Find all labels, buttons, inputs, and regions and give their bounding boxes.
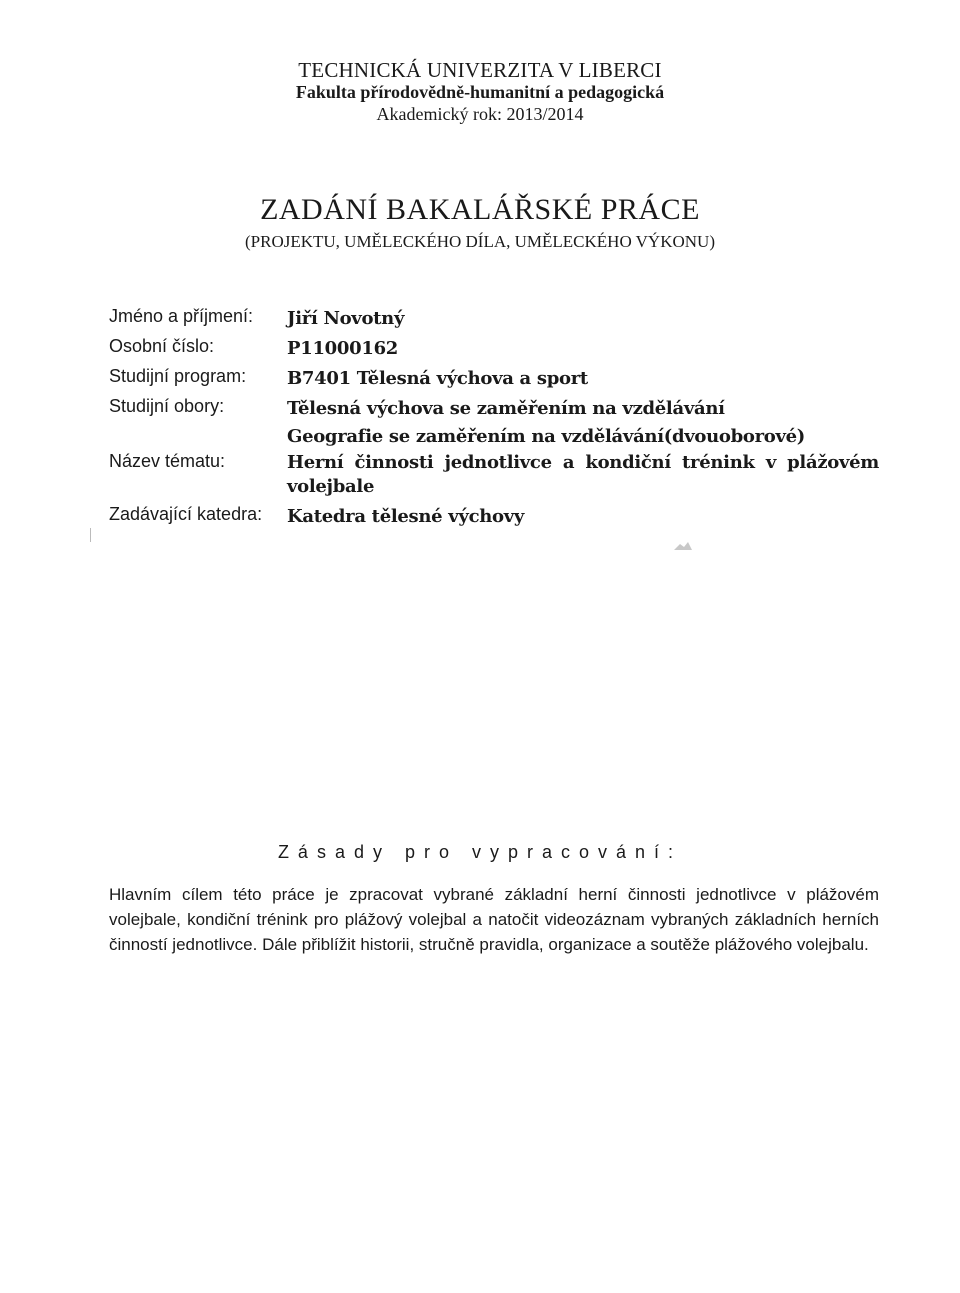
document-title: ZADÁNÍ BAKALÁŘSKÉ PRÁCE xyxy=(260,193,700,226)
field-label: Název tématu: xyxy=(109,451,226,471)
field-value: B7401 Tělesná výchova a sport xyxy=(287,368,588,389)
field-label: Zadávající katedra: xyxy=(109,504,263,524)
field-value-1: Tělesná výchova se zaměřením na vzdělávání xyxy=(287,398,725,419)
field-label: Osobní číslo: xyxy=(109,336,215,356)
principles-text: Hlavním cílem této práce je zpracovat vybrané základní herní činnosti jednotlivce v plážovém volejbale, kondiční trénink pro plážový volejbal a natočit videozáznam vybraných základních herních činností jednotlivce. Dále přiblížit historii, stručně pravidla, organizace a soutěže plážového volejbalu. xyxy=(109,885,879,954)
field-value: Jiří Novotný xyxy=(287,308,405,329)
scan-smudge xyxy=(672,540,694,552)
university-name: TECHNICKÁ UNIVERZITA V LIBERCI xyxy=(298,58,662,82)
field-label: Studijní obory: xyxy=(109,396,225,416)
field-value: Herní činnosti jednotlivce a kondiční trénink v plážovém volejbale xyxy=(287,452,879,497)
scan-speck xyxy=(90,528,91,542)
field-value-2: Geografie se zaměřením na vzdělávání(dvouoborové) xyxy=(287,426,806,447)
field-label: Jméno a příjmení: xyxy=(109,306,254,326)
field-label: Studijní program: xyxy=(109,366,247,386)
document-subtitle: (PROJEKTU, UMĚLECKÉHO DÍLA, UMĚLECKÉHO VÝKONU) xyxy=(245,232,715,251)
field-value: Katedra tělesné výchovy xyxy=(287,506,525,527)
faculty-name: Fakulta přírodovědně-humanitní a pedagogická xyxy=(295,82,665,102)
principles-heading: Zásady pro vypracování: xyxy=(277,842,683,862)
academic-year: Akademický rok: 2013/2014 xyxy=(376,104,584,124)
field-value: P11000162 xyxy=(287,338,399,359)
